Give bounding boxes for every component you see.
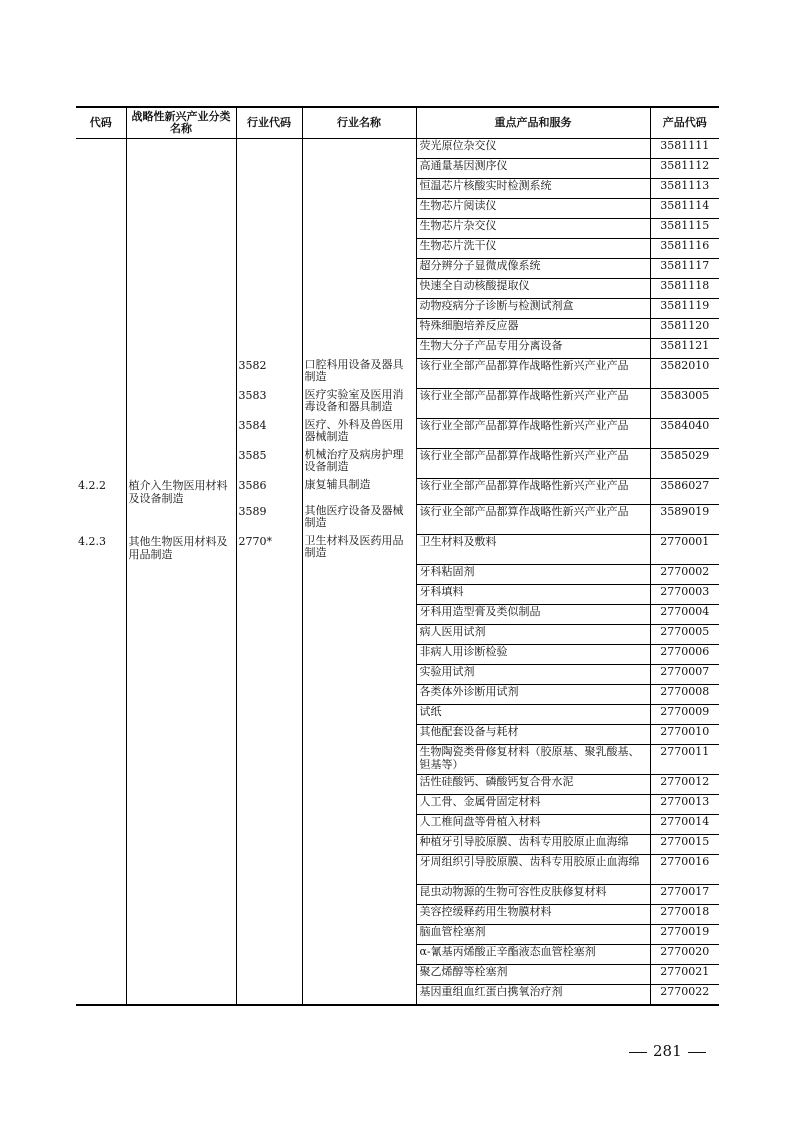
- table-row: [76, 815, 719, 835]
- cell-product: 该行业全部产品都算作战略性新兴产业产品: [416, 479, 650, 505]
- cell-product: 种植牙引导胶原膜、齿科专用胶原止血海绵: [416, 835, 650, 855]
- cell-product: 非病人用诊断检验: [416, 645, 650, 665]
- cell-product-code: 3581120: [650, 319, 719, 339]
- cell-product: α-氰基丙烯酸正辛酯液态血管栓塞剂: [416, 945, 650, 965]
- cell-industry-code: [236, 339, 302, 359]
- cell-product: 荧光原位杂交仪: [416, 139, 650, 159]
- cell-industry-name: [302, 745, 416, 775]
- cell-industry-code: [236, 219, 302, 239]
- cell-category: [126, 815, 236, 835]
- header-category: 战略性新兴产业分类名称: [126, 107, 236, 139]
- cell-product: 卫生材料及敷料: [416, 535, 650, 565]
- cell-industry-code: [236, 905, 302, 925]
- cell-industry-name: [302, 965, 416, 985]
- table-row: [76, 685, 719, 705]
- table-row: [76, 279, 719, 299]
- cell-product-code: 3581121: [650, 339, 719, 359]
- cell-industry-name: [302, 905, 416, 925]
- cell-product-code: 3581111: [650, 139, 719, 159]
- cell-category: 植介入生物医用材料及设备制造: [126, 479, 236, 505]
- cell-product-code: 3581113: [650, 179, 719, 199]
- table-row: [76, 855, 719, 885]
- cell-industry-name: 口腔科用设备及器具制造: [302, 359, 416, 389]
- cell-product: 其他配套设备与耗材: [416, 725, 650, 745]
- cell-product-code: 2770019: [650, 925, 719, 945]
- cell-product-code: 2770003: [650, 585, 719, 605]
- cell-product: 恒温芯片核酸实时检测系统: [416, 179, 650, 199]
- cell-code: [76, 745, 126, 775]
- table-header-row: [76, 107, 719, 139]
- cell-code: [76, 159, 126, 179]
- cell-industry-name: [302, 565, 416, 585]
- cell-code: [76, 389, 126, 419]
- table-row: [76, 199, 719, 219]
- cell-category: [126, 299, 236, 319]
- cell-category: [126, 449, 236, 479]
- cell-industry-code: [236, 725, 302, 745]
- cell-industry-name: [302, 239, 416, 259]
- cell-industry-name: [302, 159, 416, 179]
- cell-category: [126, 925, 236, 945]
- cell-code: [76, 965, 126, 985]
- header-industry-code: 行业代码: [236, 107, 302, 139]
- table-row: [76, 159, 719, 179]
- table-row: [76, 925, 719, 945]
- cell-industry-name: [302, 299, 416, 319]
- cell-product-code: 2770002: [650, 565, 719, 585]
- cell-industry-name: [302, 705, 416, 725]
- cell-code: [76, 795, 126, 815]
- cell-industry-code: [236, 625, 302, 645]
- table-row: [76, 505, 719, 535]
- cell-product: 特殊细胞培养反应器: [416, 319, 650, 339]
- cell-code: [76, 419, 126, 449]
- cell-product-code: 2770009: [650, 705, 719, 725]
- cell-industry-code: 3585: [236, 449, 302, 479]
- cell-product-code: 2770001: [650, 535, 719, 565]
- cell-product-code: 2770013: [650, 795, 719, 815]
- footer-dash-right: [688, 1052, 706, 1053]
- cell-code: [76, 855, 126, 885]
- cell-code: [76, 925, 126, 945]
- cell-industry-code: [236, 299, 302, 319]
- cell-industry-name: [302, 835, 416, 855]
- cell-product: 该行业全部产品都算作战略性新兴产业产品: [416, 419, 650, 449]
- cell-industry-code: [236, 259, 302, 279]
- cell-industry-code: [236, 239, 302, 259]
- cell-code: 4.2.3: [78, 534, 106, 548]
- cell-product: 脑血管栓塞剂: [416, 925, 650, 945]
- cell-industry-name: [302, 605, 416, 625]
- cell-product-code: 3583005: [650, 389, 719, 419]
- cell-code: [76, 299, 126, 319]
- table-row: [76, 645, 719, 665]
- cell-category: 其他生物医用材料及用品制造: [126, 535, 236, 565]
- cell-product: 高通量基因测序仪: [416, 159, 650, 179]
- cell-industry-name: [302, 645, 416, 665]
- cell-category: [126, 605, 236, 625]
- cell-industry-name: [302, 885, 416, 905]
- table-row: [76, 359, 719, 389]
- cell-product-code: 3585029: [650, 449, 719, 479]
- cell-product-code: 3586027: [650, 479, 719, 505]
- cell-product: 试纸: [416, 705, 650, 725]
- cell-category: [126, 685, 236, 705]
- cell-category: [126, 159, 236, 179]
- cell-product: 聚乙烯醇等栓塞剂: [416, 965, 650, 985]
- cell-industry-name: [302, 199, 416, 219]
- cell-industry-code: 3582: [236, 359, 302, 389]
- cell-product-code: 2770012: [650, 775, 719, 795]
- table-row: [76, 479, 719, 505]
- table-row: [76, 449, 719, 479]
- cell-industry-code: [236, 775, 302, 795]
- cell-category: [126, 945, 236, 965]
- cell-code: [76, 645, 126, 665]
- cell-code: [76, 339, 126, 359]
- cell-industry-code: [236, 319, 302, 339]
- cell-product: 病人医用试剂: [416, 625, 650, 645]
- cell-category: [126, 745, 236, 775]
- cell-industry-code: [236, 685, 302, 705]
- cell-code: [76, 705, 126, 725]
- table-row: [76, 219, 719, 239]
- cell-code: [76, 259, 126, 279]
- cell-industry-name: 其他医疗设备及器械制造: [302, 505, 416, 535]
- cell-industry-code: [236, 795, 302, 815]
- cell-industry-name: [302, 279, 416, 299]
- cell-category: [126, 985, 236, 1006]
- page-number: 281: [653, 1042, 682, 1060]
- cell-product: 超分辨分子显微成像系统: [416, 259, 650, 279]
- table-row: [76, 725, 719, 745]
- cell-category: [126, 279, 236, 299]
- cell-industry-code: [236, 945, 302, 965]
- cell-industry-code: [236, 199, 302, 219]
- cell-product-code: 3581116: [650, 239, 719, 259]
- cell-code: [76, 139, 126, 159]
- cell-code: [76, 905, 126, 925]
- table-row: [76, 605, 719, 625]
- table-row: [76, 239, 719, 259]
- table-row: [76, 745, 719, 775]
- cell-product: 牙周组织引导胶原膜、齿科专用胶原止血海绵: [416, 855, 650, 885]
- cell-code: [76, 319, 126, 339]
- cell-industry-code: [236, 815, 302, 835]
- page-footer: [623, 1042, 723, 1060]
- table-row: [76, 835, 719, 855]
- cell-code: [76, 625, 126, 645]
- table-row: [76, 665, 719, 685]
- cell-code: [76, 219, 126, 239]
- cell-industry-code: [236, 985, 302, 1006]
- cell-product-code: 2770006: [650, 645, 719, 665]
- cell-category: [126, 419, 236, 449]
- cell-industry-name: [302, 339, 416, 359]
- cell-code: [76, 449, 126, 479]
- cell-product-code: 2770007: [650, 665, 719, 685]
- cell-product: 人工骨、金属骨固定材料: [416, 795, 650, 815]
- cell-category: [126, 565, 236, 585]
- cell-industry-name: [302, 925, 416, 945]
- cell-product-code: 2770011: [650, 745, 719, 775]
- cell-category: [126, 705, 236, 725]
- cell-category: [126, 219, 236, 239]
- cell-industry-code: [236, 745, 302, 775]
- table-row: [76, 585, 719, 605]
- cell-product: 牙科粘固剂: [416, 565, 650, 585]
- table-row: [76, 885, 719, 905]
- cell-industry-code: [236, 925, 302, 945]
- cell-product: 生物芯片杂交仪: [416, 219, 650, 239]
- cell-code: [76, 565, 126, 585]
- cell-product: 动物疫病分子诊断与检测试剂盒: [416, 299, 650, 319]
- cell-product-code: 2770008: [650, 685, 719, 705]
- cell-industry-name: [302, 139, 416, 159]
- cell-category: [126, 239, 236, 259]
- cell-industry-code: 3583: [236, 389, 302, 419]
- cell-code: [76, 605, 126, 625]
- cell-category: [126, 885, 236, 905]
- cell-product: 美容控缓释药用生物膜材料: [416, 905, 650, 925]
- cell-product: 牙科用造型膏及类似制品: [416, 605, 650, 625]
- cell-code: [76, 685, 126, 705]
- cell-product: 牙科填料: [416, 585, 650, 605]
- cell-industry-code: [236, 885, 302, 905]
- table-row: [76, 775, 719, 795]
- table-row: [76, 139, 719, 159]
- cell-code: [76, 505, 126, 535]
- cell-industry-code: [236, 279, 302, 299]
- cell-industry-code: [236, 645, 302, 665]
- cell-product-code: 3589019: [650, 505, 719, 535]
- cell-industry-code: [236, 159, 302, 179]
- cell-industry-name: [302, 815, 416, 835]
- cell-product-code: 3581114: [650, 199, 719, 219]
- cell-product-code: 2770010: [650, 725, 719, 745]
- cell-industry-code: 3586: [236, 479, 302, 505]
- table-body: [76, 139, 719, 1006]
- cell-industry-code: [236, 139, 302, 159]
- table-row: [76, 535, 719, 565]
- table-row: [76, 389, 719, 419]
- cell-category: [126, 835, 236, 855]
- cell-industry-name: 康复辅具制造: [302, 479, 416, 505]
- cell-product: 活性硅酸钙、磷酸钙复合骨水泥: [416, 775, 650, 795]
- industry-product-table: [76, 106, 719, 1006]
- cell-category: [126, 665, 236, 685]
- cell-industry-code: [236, 965, 302, 985]
- cell-industry-name: [302, 685, 416, 705]
- table-row: [76, 179, 719, 199]
- cell-industry-name: [302, 319, 416, 339]
- cell-product: 基因重组血红蛋白携氧治疗剂: [416, 985, 650, 1006]
- cell-industry-name: 卫生材料及医药用品制造: [302, 535, 416, 565]
- cell-category: [126, 139, 236, 159]
- cell-category: [126, 359, 236, 389]
- table-row: [76, 965, 719, 985]
- cell-code: [76, 835, 126, 855]
- table-row: [76, 565, 719, 585]
- cell-code: [76, 945, 126, 965]
- cell-code: [76, 665, 126, 685]
- cell-product-code: 2770016: [650, 855, 719, 885]
- cell-industry-name: [302, 945, 416, 965]
- cell-product: 快速全自动核酸提取仪: [416, 279, 650, 299]
- cell-code: [76, 815, 126, 835]
- table-row: [76, 419, 719, 449]
- cell-product-code: 2770020: [650, 945, 719, 965]
- cell-product: 生物陶瓷类骨修复材料（胶原基、聚乳酸基、钽基等）: [416, 745, 650, 775]
- cell-product-code: 2770021: [650, 965, 719, 985]
- cell-code: [76, 239, 126, 259]
- cell-category: [126, 179, 236, 199]
- cell-product: 实验用试剂: [416, 665, 650, 685]
- cell-product: 生物芯片阅读仪: [416, 199, 650, 219]
- footer-dash-left: [629, 1052, 647, 1053]
- cell-product-code: 2770004: [650, 605, 719, 625]
- cell-industry-code: [236, 855, 302, 885]
- cell-category: [126, 645, 236, 665]
- cell-product-code: 2770017: [650, 885, 719, 905]
- cell-product: 该行业全部产品都算作战略性新兴产业产品: [416, 359, 650, 389]
- cell-product-code: 3581112: [650, 159, 719, 179]
- cell-category: [126, 199, 236, 219]
- cell-product-code: 2770014: [650, 815, 719, 835]
- cell-industry-code: 2770*: [236, 535, 302, 565]
- header-code: 代码: [76, 107, 126, 139]
- cell-category: [126, 389, 236, 419]
- cell-industry-code: [236, 585, 302, 605]
- table-row: [76, 705, 719, 725]
- cell-product-code: 3581117: [650, 259, 719, 279]
- cell-code: [76, 985, 126, 1006]
- cell-category: [126, 259, 236, 279]
- cell-code: [76, 585, 126, 605]
- cell-industry-code: 3584: [236, 419, 302, 449]
- cell-code: [76, 179, 126, 199]
- cell-industry-name: [302, 795, 416, 815]
- table-row: [76, 319, 719, 339]
- cell-product-code: 2770005: [650, 625, 719, 645]
- cell-product: 人工椎间盘等骨植入材料: [416, 815, 650, 835]
- cell-product-code: 3581115: [650, 219, 719, 239]
- table-row: [76, 339, 719, 359]
- cell-product-code: 3582010: [650, 359, 719, 389]
- cell-code: [76, 279, 126, 299]
- cell-industry-name: [302, 585, 416, 605]
- cell-industry-name: [302, 625, 416, 645]
- cell-product-code: 3584040: [650, 419, 719, 449]
- cell-code: 4.2.2: [78, 478, 106, 492]
- cell-code: [76, 199, 126, 219]
- cell-industry-name: [302, 775, 416, 795]
- table-row: [76, 625, 719, 645]
- table-row: [76, 945, 719, 965]
- cell-code: [76, 775, 126, 795]
- cell-product: 该行业全部产品都算作战略性新兴产业产品: [416, 389, 650, 419]
- cell-industry-code: [236, 665, 302, 685]
- cell-category: [126, 625, 236, 645]
- cell-product-code: 3581118: [650, 279, 719, 299]
- cell-product-code: 2770022: [650, 985, 719, 1006]
- cell-industry-code: [236, 605, 302, 625]
- cell-product: 该行业全部产品都算作战略性新兴产业产品: [416, 505, 650, 535]
- cell-industry-name: [302, 179, 416, 199]
- cell-product: 生物大分子产品专用分离设备: [416, 339, 650, 359]
- table-row: [76, 259, 719, 279]
- cell-category: [126, 795, 236, 815]
- cell-product: 昆虫动物源的生物可容性皮肤修复材料: [416, 885, 650, 905]
- cell-category: [126, 505, 236, 535]
- cell-code: [76, 725, 126, 745]
- cell-industry-code: 3589: [236, 505, 302, 535]
- cell-product: 各类体外诊断用试剂: [416, 685, 650, 705]
- cell-industry-name: 医疗、外科及兽医用器械制造: [302, 419, 416, 449]
- cell-industry-name: [302, 985, 416, 1006]
- cell-industry-code: [236, 835, 302, 855]
- cell-industry-name: 机械治疗及病房护理设备制造: [302, 449, 416, 479]
- cell-category: [126, 855, 236, 885]
- cell-category: [126, 339, 236, 359]
- header-industry-name: 行业名称: [302, 107, 416, 139]
- cell-category: [126, 725, 236, 745]
- cell-industry-name: [302, 259, 416, 279]
- cell-industry-name: [302, 665, 416, 685]
- cell-product: 该行业全部产品都算作战略性新兴产业产品: [416, 449, 650, 479]
- cell-industry-name: [302, 219, 416, 239]
- cell-code: [76, 359, 126, 389]
- cell-category: [126, 905, 236, 925]
- cell-industry-name: [302, 725, 416, 745]
- cell-industry-name: [302, 855, 416, 885]
- cell-product-code: 2770018: [650, 905, 719, 925]
- table-row: [76, 299, 719, 319]
- cell-industry-name: 医疗实验室及医用消毒设备和器具制造: [302, 389, 416, 419]
- table-row: [76, 795, 719, 815]
- cell-category: [126, 319, 236, 339]
- cell-industry-code: [236, 705, 302, 725]
- cell-product: 生物芯片洗干仪: [416, 239, 650, 259]
- header-products: 重点产品和服务: [416, 107, 650, 139]
- cell-product-code: 3581119: [650, 299, 719, 319]
- cell-code: [76, 885, 126, 905]
- cell-category: [126, 585, 236, 605]
- header-product-code: 产品代码: [650, 107, 719, 139]
- table-row: [76, 905, 719, 925]
- table-row: [76, 985, 719, 1006]
- cell-category: [126, 965, 236, 985]
- cell-product-code: 2770015: [650, 835, 719, 855]
- cell-category: [126, 775, 236, 795]
- cell-industry-code: [236, 179, 302, 199]
- cell-industry-code: [236, 565, 302, 585]
